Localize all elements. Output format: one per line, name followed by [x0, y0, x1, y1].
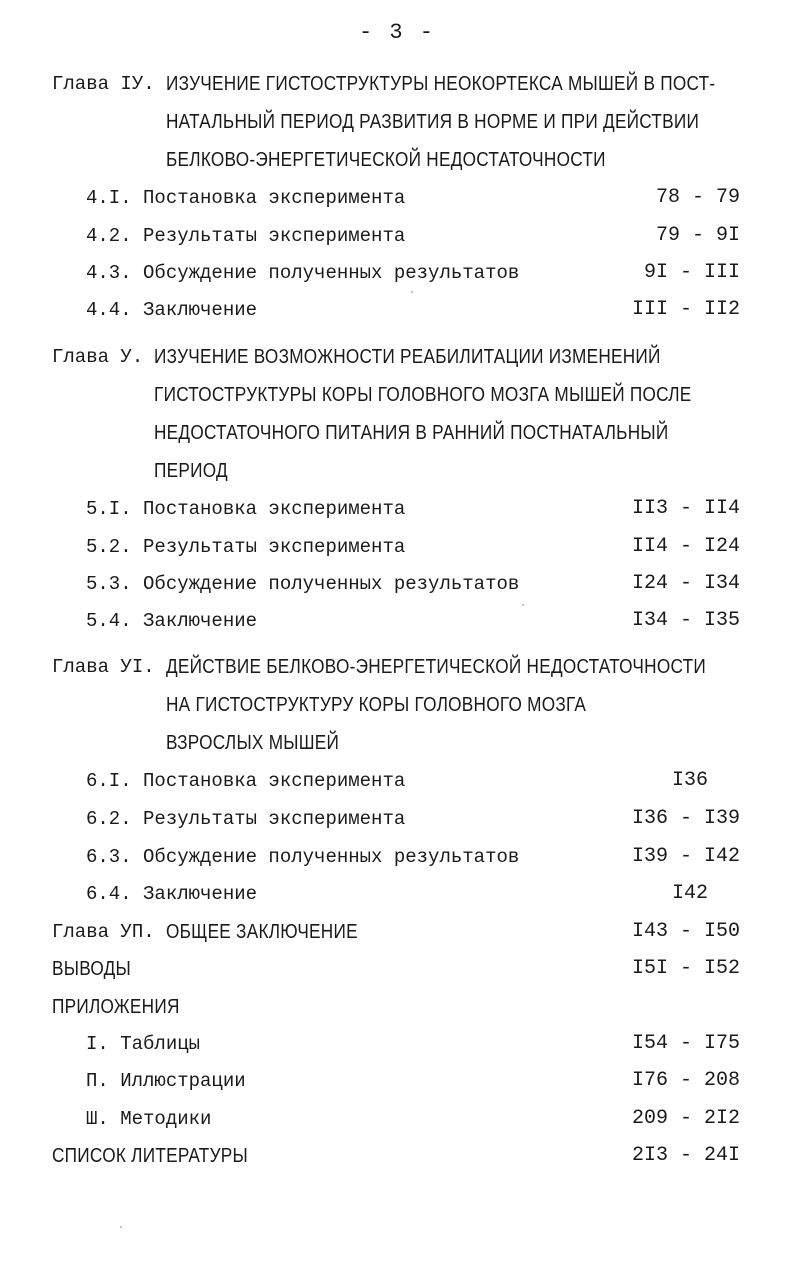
toc-entry-5-2: 5.2. Результаты эксперимента	[86, 536, 406, 558]
toc-pages-6-2: I36 - I39	[631, 807, 740, 830]
references-pages: 2I3 - 24I	[631, 1144, 740, 1167]
page-number: - 3 -	[358, 20, 435, 45]
chapter-6-title-line-2: НА ГИСТОСТРУКТУРУ КОРЫ ГОЛОВНОГО МОЗГА	[166, 694, 587, 716]
toc-entry-6-2: 6.2. Результаты эксперимента	[86, 808, 406, 830]
toc-pages-6-1: I36	[671, 769, 708, 792]
toc-pages-5-2: II4 - I24	[631, 535, 740, 558]
toc-entry-4-1: 4.I. Постановка эксперимента	[86, 187, 406, 209]
chapter-5-label: Глава У.	[52, 346, 144, 368]
toc-pages-4-3: 9I - III	[643, 261, 740, 284]
appendices-title: ПРИЛОЖЕНИЯ	[52, 996, 180, 1018]
toc-entry-4-2: 4.2. Результаты эксперимента	[86, 225, 406, 247]
toc-pages-4-2: 79 - 9I	[655, 224, 740, 247]
toc-entry-6-1: 6.I. Постановка эксперимента	[86, 770, 406, 792]
toc-entry-4-4: 4.4. Заключение	[86, 299, 258, 321]
appendix-pages-2: I76 - 208	[631, 1069, 740, 1092]
toc-pages-4-1: 78 - 79	[655, 186, 740, 209]
conclusions-pages: I5I - I52	[631, 957, 740, 980]
toc-entry-6-4: 6.4. Заключение	[86, 883, 258, 905]
appendix-pages-1: I54 - I75	[631, 1032, 740, 1055]
toc-entry-6-3: 6.3. Обсуждение полученных результатов	[86, 846, 520, 868]
toc-pages-7: I43 - I50	[631, 920, 740, 943]
scan-speck	[120, 1226, 122, 1228]
conclusions-title: ВЫВОДЫ	[52, 958, 132, 980]
chapter-6-title-line-1: ДЕЙСТВИЕ БЕЛКОВО-ЭНЕРГЕТИЧЕСКОЙ НЕДОСТАТОЧНОСТИ	[166, 656, 706, 678]
chapter-5-title-line-1: ИЗУЧЕНИЕ ВОЗМОЖНОСТИ РЕАБИЛИТАЦИИ ИЗМЕНЕНИЙ	[154, 346, 661, 368]
chapter-4-title-line-3: БЕЛКОВО-ЭНЕРГЕТИЧЕСКОЙ НЕДОСТАТОЧНОСТИ	[166, 149, 606, 171]
toc-pages-5-3: I24 - I34	[631, 572, 740, 595]
chapter-7-label: Глава УП.	[52, 921, 155, 943]
chapter-6-label: Глава УI.	[52, 656, 155, 678]
toc-pages-4-4: III - II2	[631, 298, 740, 321]
appendix-entry-2: П. Иллюстрации	[86, 1070, 246, 1092]
toc-entry-5-4: 5.4. Заключение	[86, 610, 258, 632]
toc-pages-6-3: I39 - I42	[631, 845, 740, 868]
scan-speck	[522, 604, 524, 606]
toc-entry-4-3: 4.3. Обсуждение полученных результатов	[86, 262, 520, 284]
references-title: СПИСОК ЛИТЕРАТУРЫ	[52, 1145, 248, 1167]
scan-speck	[411, 291, 413, 293]
appendix-pages-3: 209 - 2I2	[631, 1107, 740, 1130]
chapter-5-title-line-3: НЕДОСТАТОЧНОГО ПИТАНИЯ В РАННИЙ ПОСТНАТАЛЬНЫЙ	[154, 422, 669, 444]
chapter-4-label: Глава IУ.	[52, 73, 155, 95]
toc-pages-5-4: I34 - I35	[631, 609, 740, 632]
chapter-4-title-line-2: НАТАЛЬНЫЙ ПЕРИОД РАЗВИТИЯ В НОРМЕ И ПРИ ДЕЙСТВИИ	[166, 111, 700, 133]
toc-entry-5-1: 5.I. Постановка эксперимента	[86, 498, 406, 520]
chapter-6-title-line-3: ВЗРОСЛЫХ МЫШЕЙ	[166, 732, 340, 754]
toc-pages-5-1: II3 - II4	[631, 497, 740, 520]
appendix-entry-1: I. Таблицы	[86, 1033, 201, 1055]
toc-entry-5-3: 5.3. Обсуждение полученных результатов	[86, 573, 520, 595]
toc-pages-6-4: I42	[671, 882, 708, 905]
appendix-entry-3: Ш. Методики	[86, 1108, 212, 1130]
chapter-4-title-line-1: ИЗУЧЕНИЕ ГИСТОСТРУКТУРЫ НЕОКОРТЕКСА МЫШЕЙ В ПОСТ-	[166, 73, 716, 95]
chapter-7-title: ОБЩЕЕ ЗАКЛЮЧЕНИЕ	[166, 921, 358, 943]
chapter-5-title-line-2: ГИСТОСТРУКТУРЫ КОРЫ ГОЛОВНОГО МОЗГА МЫШЕЙ ПОСЛЕ	[154, 384, 692, 406]
chapter-5-title-line-4: ПЕРИОД	[154, 460, 228, 482]
